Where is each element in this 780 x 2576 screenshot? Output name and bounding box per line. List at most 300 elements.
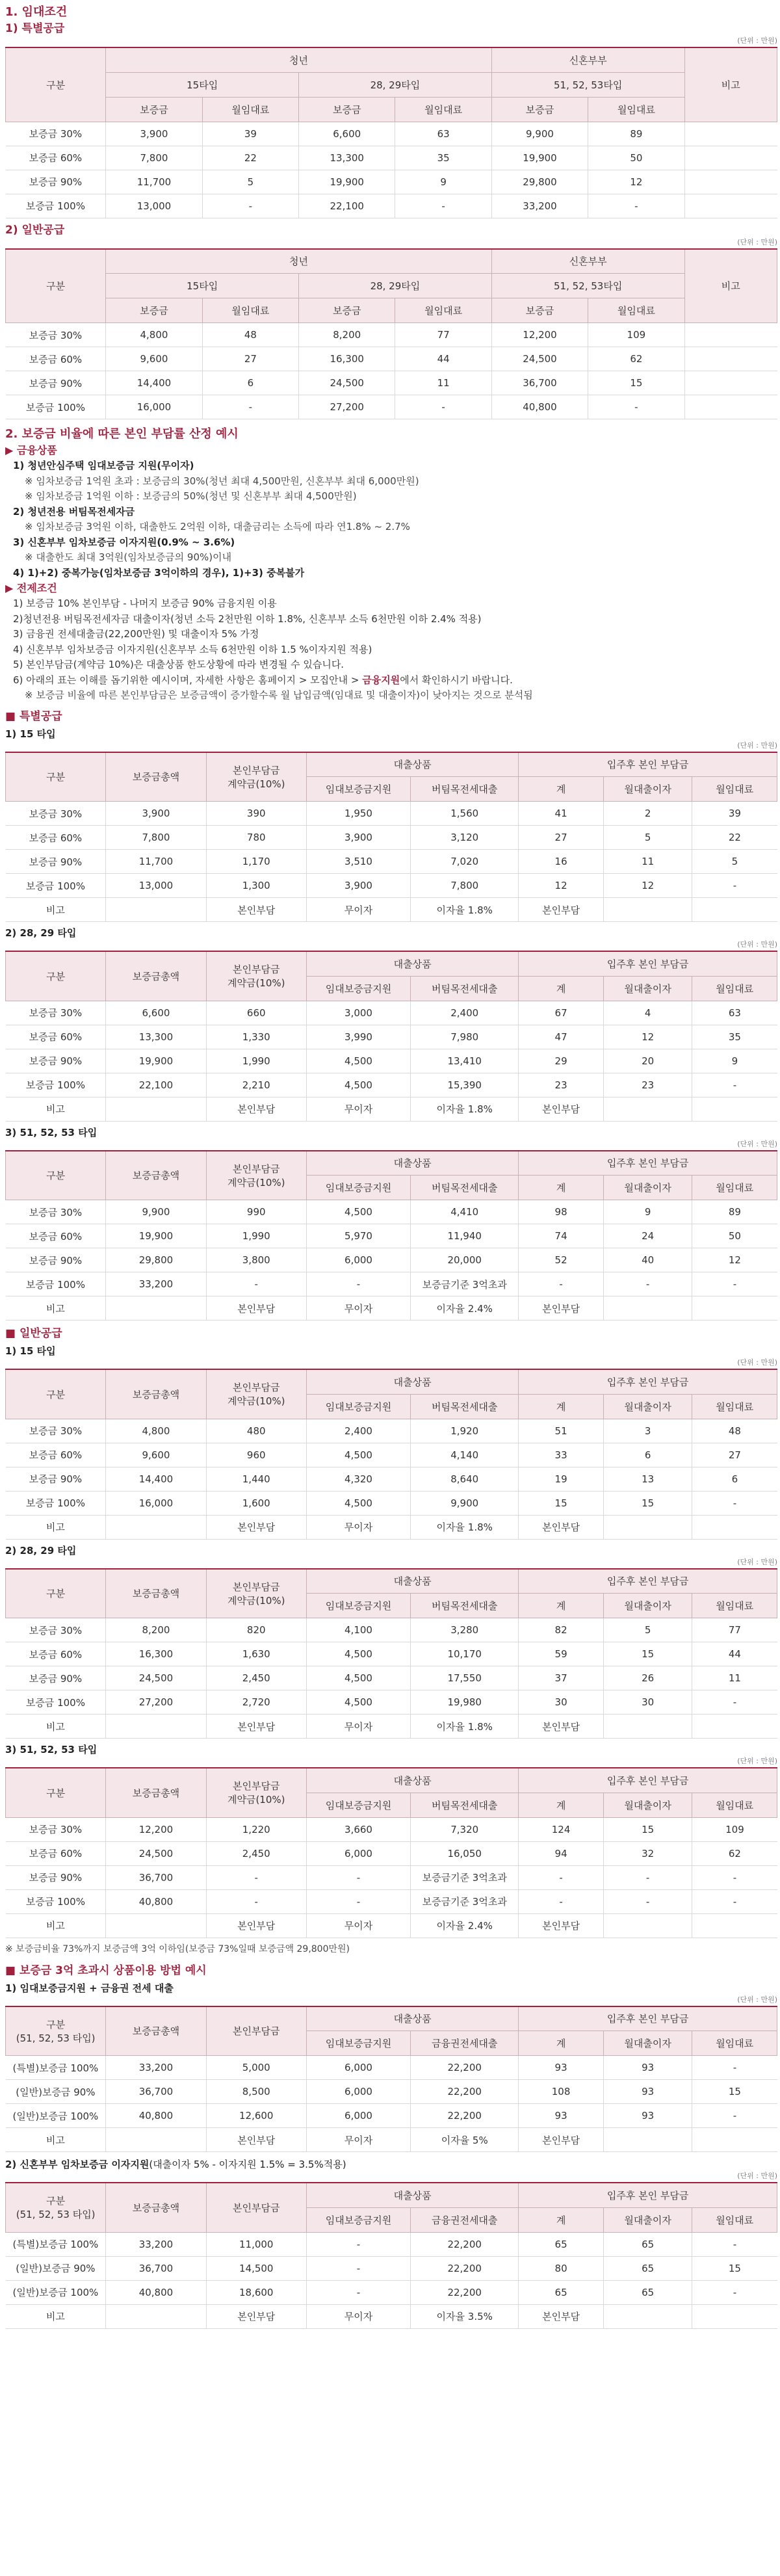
- table-cell: 660: [206, 1001, 306, 1025]
- row-label: 보증금 90%: [6, 371, 106, 395]
- list-item: 3) 금융권 전세대출금(22,200만원) 및 대출이자 5% 가정: [13, 628, 259, 640]
- header-gubun: 구분: [6, 1151, 106, 1200]
- table-row: [6, 1001, 777, 1025]
- table-cell: 27,200: [106, 1690, 206, 1715]
- header-after: 입주후 본인 부담금: [519, 752, 777, 777]
- header-loan-type: 버팀목전세대출: [411, 976, 519, 1001]
- table-cell: 33,200: [106, 1272, 206, 1296]
- table-cell: [692, 1913, 777, 1938]
- section-burden-example: [5, 426, 777, 703]
- table-cell: 3,900: [306, 826, 410, 850]
- table-cell: 13,000: [106, 194, 202, 218]
- table-cell: 3,120: [411, 826, 519, 850]
- table-cell: 9,600: [106, 1443, 206, 1467]
- table-cell: 2,210: [206, 1073, 306, 1097]
- table-row: [6, 395, 777, 419]
- unit-label: (단위 : 만원): [737, 1557, 777, 1566]
- table-row: [6, 1025, 777, 1049]
- table-cell: -: [692, 1491, 777, 1515]
- header-interest: 월대출이자: [603, 777, 692, 802]
- header-self: 본인부담금 계약금(10%): [206, 1569, 306, 1618]
- header-after: 입주후 본인 부담금: [519, 951, 777, 976]
- table-cell: 36,700: [491, 371, 588, 395]
- table-cell: 11,000: [206, 2232, 306, 2256]
- table-cell: [692, 1515, 777, 1539]
- header-gubun: 구분: [6, 249, 106, 323]
- table-cell: 본인부담: [519, 898, 604, 922]
- header-newlywed: 신혼부부: [491, 47, 684, 72]
- table-cell: 2,720: [206, 1690, 306, 1715]
- table-cell: -: [603, 1865, 692, 1889]
- table-cell: [692, 2304, 777, 2328]
- table-cell: 50: [692, 1224, 777, 1248]
- table-row: [6, 2080, 777, 2104]
- burden-table: [5, 752, 777, 923]
- table-cell: 보증금기준 3억초과: [411, 1272, 519, 1296]
- table-cell: 6,600: [299, 122, 395, 146]
- table-cell: [106, 2128, 206, 2152]
- table-cell: 4: [603, 1001, 692, 1025]
- table-cell: 4,500: [306, 1690, 410, 1715]
- header-loan-type: 버팀목전세대출: [411, 1394, 519, 1419]
- row-label: 보증금 30%: [6, 1200, 106, 1224]
- table-cell: 12: [519, 874, 604, 898]
- header-lsup: 임대보증금지원: [306, 1594, 410, 1618]
- table-row: [6, 1642, 777, 1666]
- table-cell: -: [206, 1889, 306, 1913]
- table-row: [6, 898, 777, 922]
- table-cell: 9,600: [106, 347, 202, 371]
- table-cell: 1,170: [206, 850, 306, 874]
- header-sum: 계: [519, 777, 604, 802]
- row-label: 보증금 100%: [6, 1491, 106, 1515]
- table-cell: 41: [519, 802, 604, 826]
- row-label: (특별)보증금 100%: [6, 2056, 106, 2080]
- subsection-title: 1) 15 타입: [5, 728, 56, 740]
- table-cell: [603, 1715, 692, 1739]
- header-type5153: 51, 52, 53타입: [491, 274, 684, 298]
- header-total: 보증금총액: [106, 1369, 206, 1419]
- list-item: [5, 673, 777, 689]
- table-cell: 16,300: [106, 1642, 206, 1666]
- table-row: [6, 1049, 777, 1073]
- header-loan: 대출상품: [306, 951, 518, 976]
- table-cell: 무이자: [306, 1296, 410, 1321]
- row-label: 보증금 60%: [6, 826, 106, 850]
- table-cell: 본인부담: [206, 898, 306, 922]
- table-cell: 13: [603, 1467, 692, 1491]
- table-cell: 960: [206, 1443, 306, 1467]
- table-cell: 2,400: [411, 1001, 519, 1025]
- table-cell: 33: [519, 1443, 604, 1467]
- table-cell: 63: [692, 1001, 777, 1025]
- header-interest: 월대출이자: [603, 1176, 692, 1200]
- table-cell: [684, 194, 777, 218]
- table-cell: 본인부담: [519, 1296, 604, 1321]
- header-total: 보증금총액: [106, 752, 206, 802]
- header-gubun: 구분: [6, 1569, 106, 1618]
- row-label: 보증금 60%: [6, 1224, 106, 1248]
- table-cell: 109: [588, 323, 684, 347]
- row-label: 비고: [6, 2128, 106, 2152]
- table-cell: 62: [692, 1841, 777, 1865]
- table-cell: 124: [519, 1817, 604, 1841]
- table-cell: -: [306, 1865, 410, 1889]
- list-item: ※ 임차보증금 1억원 초과 : 보증금의 30%(청년 최대 4,500만원, 신혼부부 최대 6,000만원): [25, 475, 419, 487]
- table-cell: 1,990: [206, 1224, 306, 1248]
- header-rent: 월임대료: [692, 2207, 777, 2232]
- table-cell: 보증금기준 3억초과: [411, 1889, 519, 1913]
- table-cell: 65: [603, 2280, 692, 2304]
- table-row: [6, 1817, 777, 1841]
- table-cell: 77: [692, 1618, 777, 1642]
- header-self: 본인부담금 계약금(10%): [206, 1768, 306, 1817]
- table-cell: 33,200: [106, 2056, 206, 2080]
- table-cell: 3,990: [306, 1025, 410, 1049]
- table-cell: -: [692, 1889, 777, 1913]
- table-cell: 4,500: [306, 1073, 410, 1097]
- table-cell: 5: [202, 170, 298, 194]
- table-cell: 7,980: [411, 1025, 519, 1049]
- table-cell: [692, 2128, 777, 2152]
- table-cell: 9,900: [106, 1200, 206, 1224]
- table-cell: 12,200: [491, 323, 588, 347]
- table-cell: -: [692, 1073, 777, 1097]
- header-lsup: 임대보증금지원: [306, 1176, 410, 1200]
- table-cell: 2: [603, 802, 692, 826]
- table-cell: -: [395, 395, 491, 419]
- table-cell: -: [692, 2280, 777, 2304]
- table-cell: -: [692, 1272, 777, 1296]
- table-cell: 65: [603, 2232, 692, 2256]
- header-interest: 월대출이자: [603, 2031, 692, 2056]
- list-item: 1) 보증금 10% 본인부담 - 나머지 보증금 90% 금융지원 이용: [13, 598, 277, 609]
- table-cell: 19,900: [106, 1224, 206, 1248]
- table-cell: 3,900: [106, 802, 206, 826]
- table-cell: 15: [692, 2080, 777, 2104]
- table-cell: 19,900: [106, 1049, 206, 1073]
- table-cell: 40: [603, 1248, 692, 1272]
- table-cell: 8,200: [106, 1618, 206, 1642]
- table-cell: -: [206, 1272, 306, 1296]
- table-cell: 27,200: [299, 395, 395, 419]
- table-cell: [692, 1715, 777, 1739]
- header-after: 입주후 본인 부담금: [519, 1151, 777, 1176]
- table-cell: -: [519, 1272, 604, 1296]
- table-cell: -: [692, 1690, 777, 1715]
- row-label: 보증금 100%: [6, 1272, 106, 1296]
- row-label: 보증금 60%: [6, 1443, 106, 1467]
- table-cell: 15: [588, 371, 684, 395]
- table-cell: 무이자: [306, 1715, 410, 1739]
- table-row: [6, 1618, 777, 1642]
- table-cell: [684, 146, 777, 170]
- table-cell: 1,600: [206, 1491, 306, 1515]
- table-cell: 본인부담: [519, 1515, 604, 1539]
- table-cell: 37: [519, 1666, 604, 1690]
- table-row: [6, 2280, 777, 2304]
- header-loan: 대출상품: [306, 1768, 518, 1793]
- header-lsup: 임대보증금지원: [306, 777, 410, 802]
- table-cell: 무이자: [306, 2304, 410, 2328]
- table-cell: [106, 1515, 206, 1539]
- table-cell: 12,200: [106, 1817, 206, 1841]
- row-label: 보증금 90%: [6, 1467, 106, 1491]
- table-cell: [106, 1097, 206, 1121]
- row-label: 보증금 30%: [6, 1001, 106, 1025]
- table-cell: 4,100: [306, 1618, 410, 1642]
- table-cell: -: [202, 194, 298, 218]
- table-cell: 4,500: [306, 1491, 410, 1515]
- table-cell: 3,000: [306, 1001, 410, 1025]
- header-loan: 대출상품: [306, 1569, 518, 1594]
- table-cell: [603, 1515, 692, 1539]
- table-cell: 19: [519, 1467, 604, 1491]
- header-rent: 월임대료: [692, 1176, 777, 1200]
- header-gubun: 구분 (51, 52, 53 타입): [6, 2006, 106, 2056]
- table-cell: [106, 1715, 206, 1739]
- table-row: [6, 1889, 777, 1913]
- table-cell: 6,000: [306, 1841, 410, 1865]
- table-cell: 3,510: [306, 850, 410, 874]
- table-cell: 7,800: [106, 826, 206, 850]
- table-cell: 33,200: [491, 194, 588, 218]
- unit-label: (단위 : 만원): [737, 1139, 777, 1148]
- row-label: 보증금 30%: [6, 802, 106, 826]
- table-cell: -: [306, 2280, 410, 2304]
- table-cell: -: [588, 194, 684, 218]
- table-row: [6, 2232, 777, 2256]
- table-cell: 본인부담: [206, 1097, 306, 1121]
- table-row: [6, 1865, 777, 1889]
- table-cell: 11,700: [106, 170, 202, 194]
- header-after: 입주후 본인 부담금: [519, 2006, 777, 2031]
- header-rent: 월임대료: [692, 1793, 777, 1817]
- table-cell: 12: [603, 1025, 692, 1049]
- row-label: (특별)보증금 100%: [6, 2232, 106, 2256]
- table-row: [6, 323, 777, 347]
- header-total: 보증금총액: [106, 2006, 206, 2056]
- table-row: [6, 170, 777, 194]
- table-cell: 27: [692, 1443, 777, 1467]
- table-cell: [603, 1296, 692, 1321]
- header-after: 입주후 본인 부담금: [519, 1569, 777, 1594]
- table-cell: [692, 1296, 777, 1321]
- unit-label: (단위 : 만원): [737, 940, 777, 949]
- table-cell: 본인부담: [206, 1913, 306, 1938]
- header-interest: 월대출이자: [603, 976, 692, 1001]
- table-cell: 18,600: [206, 2280, 306, 2304]
- table-cell: 13,300: [106, 1025, 206, 1049]
- table-row: [6, 850, 777, 874]
- table-cell: 11,940: [411, 1224, 519, 1248]
- table-cell: 16,000: [106, 1491, 206, 1515]
- table-cell: -: [306, 1272, 410, 1296]
- table-cell: 4,500: [306, 1642, 410, 1666]
- table-cell: 1,220: [206, 1817, 306, 1841]
- table-cell: 7,020: [411, 850, 519, 874]
- row-label: 보증금 60%: [6, 1025, 106, 1049]
- row-label: (일반)보증금 90%: [6, 2080, 106, 2104]
- table-cell: 본인부담: [206, 1715, 306, 1739]
- table-cell: 11: [692, 1666, 777, 1690]
- table-cell: 32: [603, 1841, 692, 1865]
- table-cell: 15: [603, 1642, 692, 1666]
- table-cell: 7,800: [411, 874, 519, 898]
- list-item: ※ 임차보증금 3억원 이하, 대출한도 2억원 이하, 대출금리는 소득에 따라 연1.8% ~ 2.7%: [25, 521, 410, 532]
- table-cell: 9,900: [411, 1491, 519, 1515]
- section-over-300m: [5, 1963, 777, 2329]
- row-label: 보증금 100%: [6, 1889, 106, 1913]
- table-row: [6, 802, 777, 826]
- table-cell: -: [603, 1272, 692, 1296]
- table-cell: -: [519, 1889, 604, 1913]
- burden-table: [5, 951, 777, 1122]
- table-cell: 40,800: [491, 395, 588, 419]
- table-cell: [106, 2304, 206, 2328]
- table-cell: 39: [692, 802, 777, 826]
- table-cell: 29,800: [491, 170, 588, 194]
- header-loan: 대출상품: [306, 2183, 518, 2207]
- table-cell: [603, 1913, 692, 1938]
- subsection-title: 1) 15 타입: [5, 1345, 56, 1357]
- list-item: ※ 임차보증금 1억원 이하 : 보증금의 50%(청년 및 신혼부부 최대 4,500만원): [25, 490, 357, 502]
- table-row: [6, 1491, 777, 1515]
- table-cell: 51: [519, 1419, 604, 1443]
- table-cell: 24,500: [106, 1666, 206, 1690]
- row-label: 보증금 60%: [6, 1841, 106, 1865]
- header-deposit: 보증금: [106, 298, 202, 323]
- table-row: [6, 1467, 777, 1491]
- table-cell: 9: [603, 1200, 692, 1224]
- table-row: [6, 371, 777, 395]
- finance-support-link[interactable]: 금융지원: [362, 674, 400, 686]
- table-cell: 93: [603, 2104, 692, 2128]
- table-cell: 무이자: [306, 2128, 410, 2152]
- table-cell: [603, 2304, 692, 2328]
- row-label: 비고: [6, 1715, 106, 1739]
- table-cell: 40,800: [106, 2104, 206, 2128]
- header-sum: 계: [519, 1594, 604, 1618]
- header-lsup: 임대보증금지원: [306, 1394, 410, 1419]
- table-cell: 4,410: [411, 1200, 519, 1224]
- row-label: 보증금 60%: [6, 1642, 106, 1666]
- table-cell: 93: [603, 2080, 692, 2104]
- list-item: 2) 청년전용 버팀목전세자금: [13, 505, 135, 518]
- table-cell: 94: [519, 1841, 604, 1865]
- general-supply-table: [5, 248, 777, 420]
- table-cell: [106, 1296, 206, 1321]
- unit-label: (단위 : 만원): [737, 36, 777, 45]
- table-cell: 89: [692, 1200, 777, 1224]
- table-cell: 1,330: [206, 1025, 306, 1049]
- header-loan: 대출상품: [306, 1369, 518, 1394]
- header-rent: 월임대료: [395, 97, 491, 122]
- table-cell: 22,200: [411, 2232, 519, 2256]
- table-cell: 40,800: [106, 2280, 206, 2304]
- row-label: 보증금 90%: [6, 1865, 106, 1889]
- table-cell: -: [692, 874, 777, 898]
- table-cell: 1,560: [411, 802, 519, 826]
- table-row: [6, 1666, 777, 1690]
- table-cell: 15: [603, 1817, 692, 1841]
- table-row: [6, 1224, 777, 1248]
- table-cell: [684, 371, 777, 395]
- table-cell: 무이자: [306, 1097, 410, 1121]
- table-cell: 13,300: [299, 146, 395, 170]
- table-cell: 20: [603, 1049, 692, 1073]
- table-cell: -: [692, 2232, 777, 2256]
- header-rent: 월임대료: [692, 1394, 777, 1419]
- table-row: [6, 874, 777, 898]
- table-cell: [603, 1097, 692, 1121]
- subsection-title: 2) 28, 29 타입: [5, 927, 77, 939]
- header-self: 본인부담금 계약금(10%): [206, 1151, 306, 1200]
- table-cell: 52: [519, 1248, 604, 1272]
- header-deposit: 보증금: [491, 97, 588, 122]
- table-cell: 4,500: [306, 1443, 410, 1467]
- row-label: 보증금 90%: [6, 1049, 106, 1073]
- table-row: [6, 1913, 777, 1938]
- table-cell: 8,640: [411, 1467, 519, 1491]
- table-cell: 무이자: [306, 1515, 410, 1539]
- header-type2829: 28, 29타입: [299, 72, 492, 97]
- header-self: 본인부담금 계약금(10%): [206, 951, 306, 1001]
- table-cell: 7,800: [106, 146, 202, 170]
- header-interest: 월대출이자: [603, 1394, 692, 1419]
- table-cell: -: [306, 2232, 410, 2256]
- table-cell: 67: [519, 1001, 604, 1025]
- header-after: 입주후 본인 부담금: [519, 2183, 777, 2207]
- table-row: [6, 1200, 777, 1224]
- table-cell: 93: [519, 2056, 604, 2080]
- table-row: [6, 1443, 777, 1467]
- general-heading: ■ 일반공급: [5, 1327, 62, 1340]
- table-cell: 5: [603, 1618, 692, 1642]
- section-title: 2. 보증금 비율에 따른 본인 부담률 산정 예시: [5, 427, 239, 441]
- table-cell: 80: [519, 2256, 604, 2280]
- table-cell: 6: [692, 1467, 777, 1491]
- unit-label: (단위 : 만원): [737, 1358, 777, 1367]
- row-label: 보증금 90%: [6, 1248, 106, 1272]
- table-row: [6, 826, 777, 850]
- table-cell: 이자율 2.4%: [411, 1296, 519, 1321]
- header-sum: 계: [519, 1394, 604, 1419]
- table-cell: 5,000: [206, 2056, 306, 2080]
- table-cell: -: [202, 395, 298, 419]
- table-cell: 23: [603, 1073, 692, 1097]
- header-rent: 월임대료: [588, 97, 684, 122]
- list-item: 3) 신혼부부 임차보증금 이자지원(0.9% ~ 3.6%): [13, 536, 235, 548]
- table-cell: -: [519, 1865, 604, 1889]
- table-cell: 4,140: [411, 1443, 519, 1467]
- table-cell: -: [206, 1865, 306, 1889]
- table-cell: 이자율 1.8%: [411, 898, 519, 922]
- table-cell: [603, 2128, 692, 2152]
- table-row: [6, 1272, 777, 1296]
- header-newlywed: 신혼부부: [491, 249, 684, 274]
- table-cell: 5: [692, 850, 777, 874]
- list-item: ※ 보증금 비율에 따른 본인부담금은 보증금액이 증가할수록 월 납입금액(임대료 및 대출이자)이 낮아지는 것으로 분석됨: [25, 689, 533, 701]
- table-cell: 11: [395, 371, 491, 395]
- table-cell: 본인부담: [206, 2128, 306, 2152]
- header-rent: 월임대료: [202, 298, 298, 323]
- subsection-title: 3) 51, 52, 53 타입: [5, 1126, 98, 1138]
- header-sum: 계: [519, 2207, 604, 2232]
- table-cell: 1,300: [206, 874, 306, 898]
- table-cell: 이자율 2.4%: [411, 1913, 519, 1938]
- header-note: 비고: [684, 249, 777, 323]
